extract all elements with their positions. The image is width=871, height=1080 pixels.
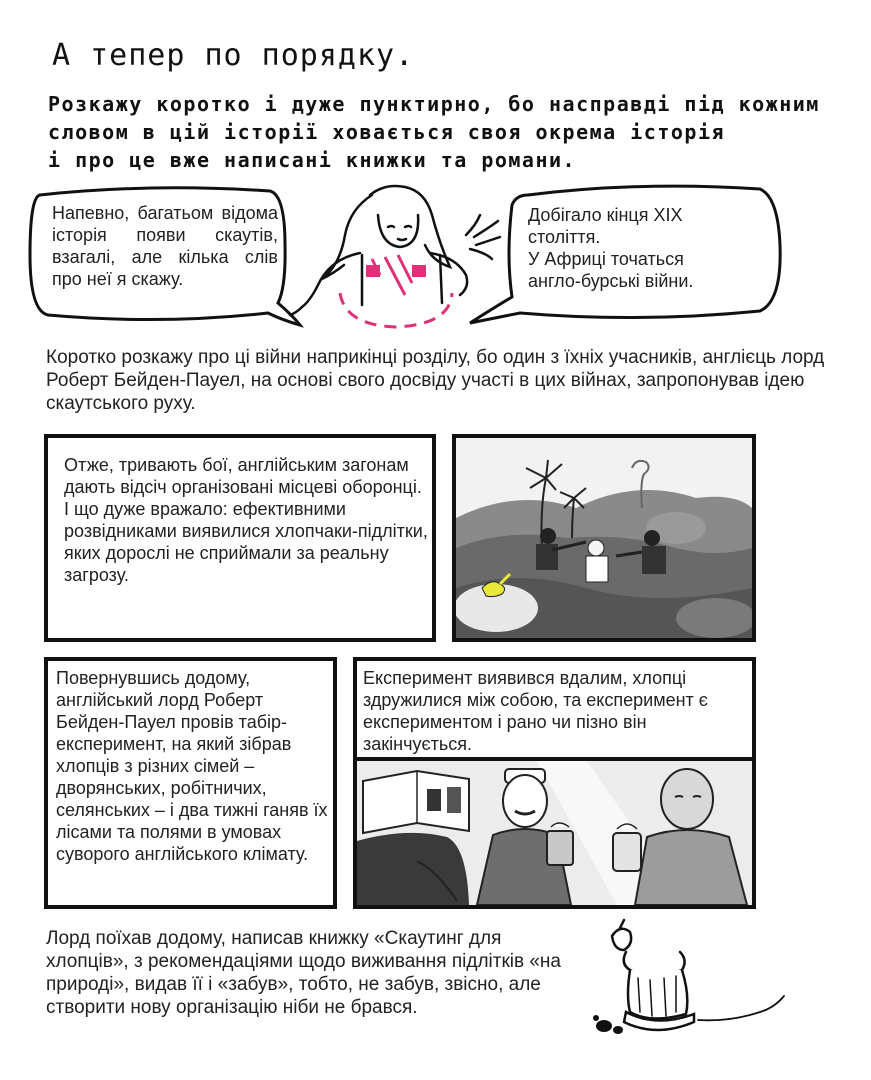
intro-line-3: і про це вже написані книжки та романи.: [48, 148, 577, 172]
panel-battle-illustration: [452, 434, 756, 642]
bubble-right-text: [528, 204, 768, 292]
panel-camp-caption: Повернувшись додому, англійський лорд Роберт Бейден-Пауел провів табір-експеримент, на який зібрав хлопців з різних сімей – дворянських, робітничих, селянських – і два тижні ганяв їх лісами та полями в умовах суворого англійського клімату.: [56, 668, 328, 864]
panel-battle-text: [44, 434, 436, 642]
panel-battle-caption: Отже, тривають бої, англійським загонам дають відсіч організовані місцеві оборонці. І що дуже вражало: ефективними розвідниками виявилися хлопчаки-підлітки, яких дорослі не сприймали за реальну загрозу.: [64, 455, 428, 585]
bubble-right-line: Добігало кінця XIX: [528, 205, 683, 225]
page-heading: А тепер по порядку.: [52, 38, 415, 73]
panel-camp-text: [44, 657, 337, 909]
narrator-illustration: [290, 186, 500, 315]
ink-pot-illustration: [590, 916, 790, 1044]
panel-experiment: [353, 657, 756, 909]
intro-line-1: Розкажу коротко і дуже пунктирно, бо насправді під кожним: [48, 92, 820, 116]
ink-splash-icon: [593, 1015, 623, 1034]
intro-line-2: словом в цій історії ховається своя окрема історія: [48, 120, 726, 144]
bubble-right-line: англо-бурські війни.: [528, 271, 694, 291]
bubble-left-text: Напевно, багатьом відома історія появи скаутів, взагалі, але кілька слів про неї я скажу.: [52, 203, 278, 289]
narrator-shirt-accent: [340, 255, 452, 327]
panel-experiment-caption: Експеримент виявився вдалим, хлопці здружилися між собою, та експеримент є експериментом і рано чи пізно він закінчується.: [363, 668, 708, 754]
battle-scene: [456, 438, 752, 638]
bubble-right-line: У Африці точаться: [528, 249, 684, 269]
bubble-right-line: століття.: [528, 227, 601, 247]
pub-scene: [357, 761, 752, 905]
paragraph-lord: Лорд поїхав додому, написав книжку «Скаутинг для хлопців», з рекомендаціями щодо виживання підлітків «на природі», видав її і «забув», тобто, не забув, звісно, але створити нову організацію ніби не брався.: [46, 928, 561, 1018]
paragraph-war: Коротко розкажу про ці війни наприкінці розділу, бо один з їхніх учасників, англієць лорд Роберт Бейден-Пауел, на основі свого досвіду участі в цих війнах, запропонував ідею скаутського руху.: [46, 347, 825, 414]
